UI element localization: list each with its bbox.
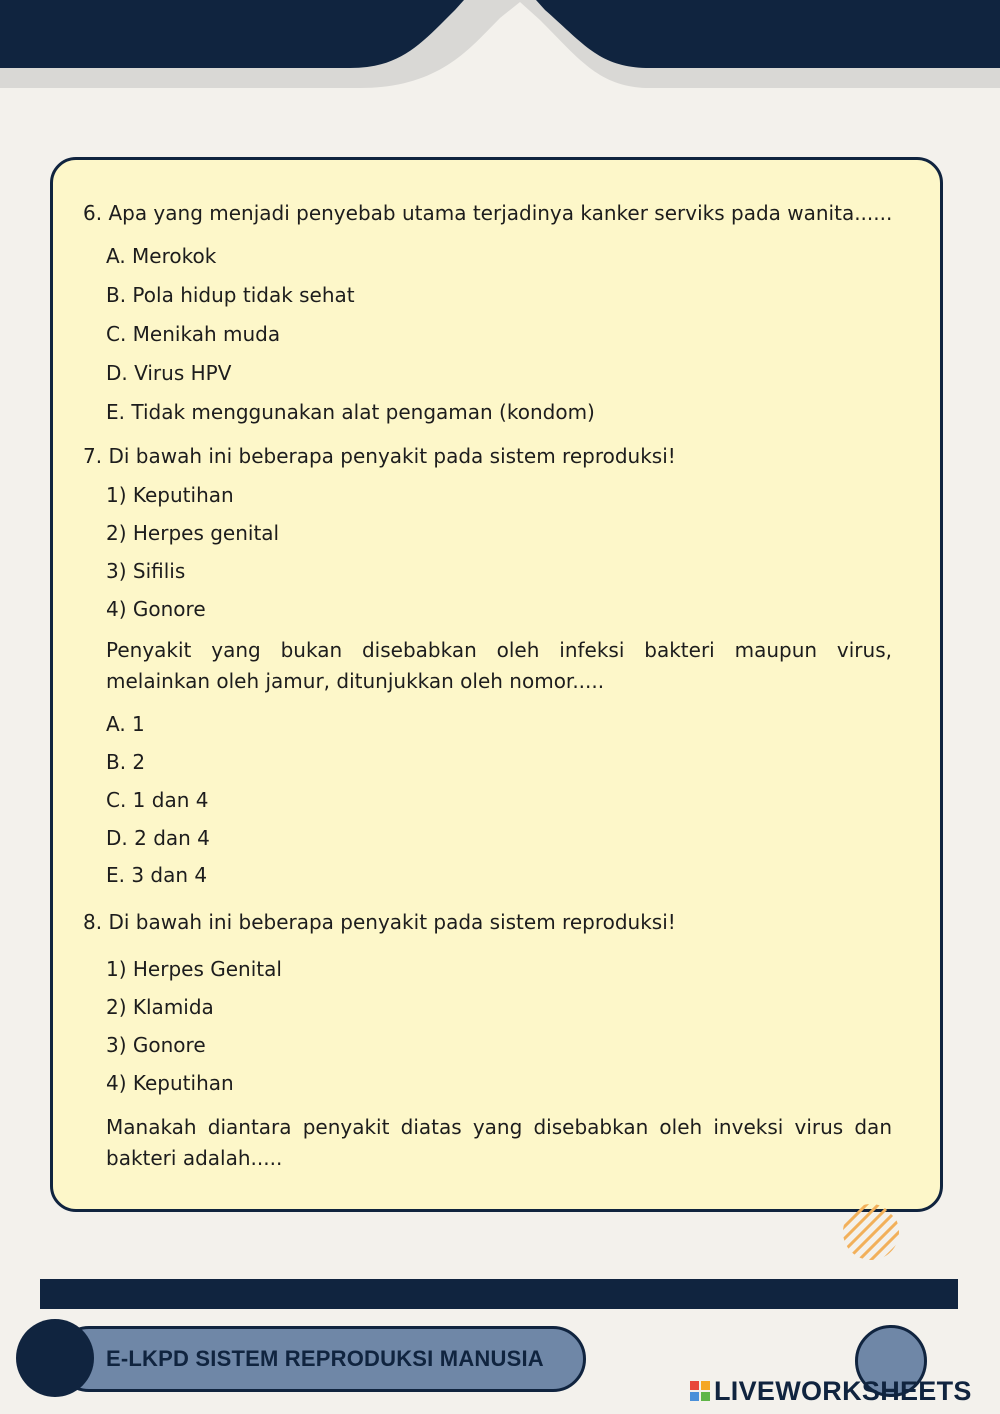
- question-7-option-c[interactable]: C. 1 dan 4: [106, 788, 209, 812]
- question-7-prompt: Penyakit yang bukan disebabkan oleh infeksi bakteri maupun virus, melainkan oleh jamur, ditunjukkan oleh nomor.....: [106, 638, 892, 693]
- question-7-option-a[interactable]: A. 1: [106, 712, 145, 736]
- question-7-item-1: 1) Keputihan: [106, 483, 234, 507]
- question-8-text: 8. Di bawah ini beberapa penyakit pada sistem reproduksi!: [83, 910, 676, 934]
- question-8-item-2: 2) Klamida: [106, 995, 214, 1019]
- liveworksheets-watermark[interactable]: [690, 1376, 972, 1406]
- question-7-item-3: 3) Sifilis: [106, 559, 186, 583]
- liveworksheets-logo-icon: [690, 1381, 710, 1401]
- footer-circle-left: [16, 1319, 94, 1397]
- question-7-option-d[interactable]: D. 2 dan 4: [106, 826, 210, 850]
- footer-band: [40, 1279, 958, 1309]
- question-8-prompt: Manakah diantara penyakit diatas yang disebabkan oleh inveksi virus dan bakteri adalah.....: [106, 1115, 892, 1170]
- question-7-item-2: 2) Herpes genital: [106, 521, 280, 545]
- question-6-option-a[interactable]: A. Merokok: [106, 244, 217, 268]
- question-7-text: 7. Di bawah ini beberapa penyakit pada sistem reproduksi!: [83, 444, 676, 468]
- question-6-option-c[interactable]: C. Menikah muda: [106, 322, 281, 346]
- striped-circle-decoration: [840, 1203, 902, 1261]
- question-6-option-d[interactable]: D. Virus HPV: [106, 361, 232, 385]
- liveworksheets-text: LIVEWORKSHEETS: [714, 1375, 972, 1406]
- footer-title: E-LKPD SISTEM REPRODUKSI MANUSIA: [106, 1346, 544, 1371]
- question-8-item-3: 3) Gonore: [106, 1033, 206, 1057]
- question-6-option-b[interactable]: B. Pola hidup tidak sehat: [106, 283, 355, 307]
- header-banner: [0, 0, 1000, 100]
- question-7-option-b[interactable]: B. 2: [106, 750, 146, 774]
- question-6-text: 6. Apa yang menjadi penyebab utama terjadinya kanker serviks pada wanita......: [83, 201, 893, 225]
- question-6-option-e[interactable]: E. Tidak menggunakan alat pengaman (kondom): [106, 400, 595, 424]
- question-7-item-4: 4) Gonore: [106, 597, 206, 621]
- question-8-item-1: 1) Herpes Genital: [106, 957, 282, 981]
- question-7-option-e[interactable]: E. 3 dan 4: [106, 863, 208, 887]
- question-8-item-4: 4) Keputihan: [106, 1071, 234, 1095]
